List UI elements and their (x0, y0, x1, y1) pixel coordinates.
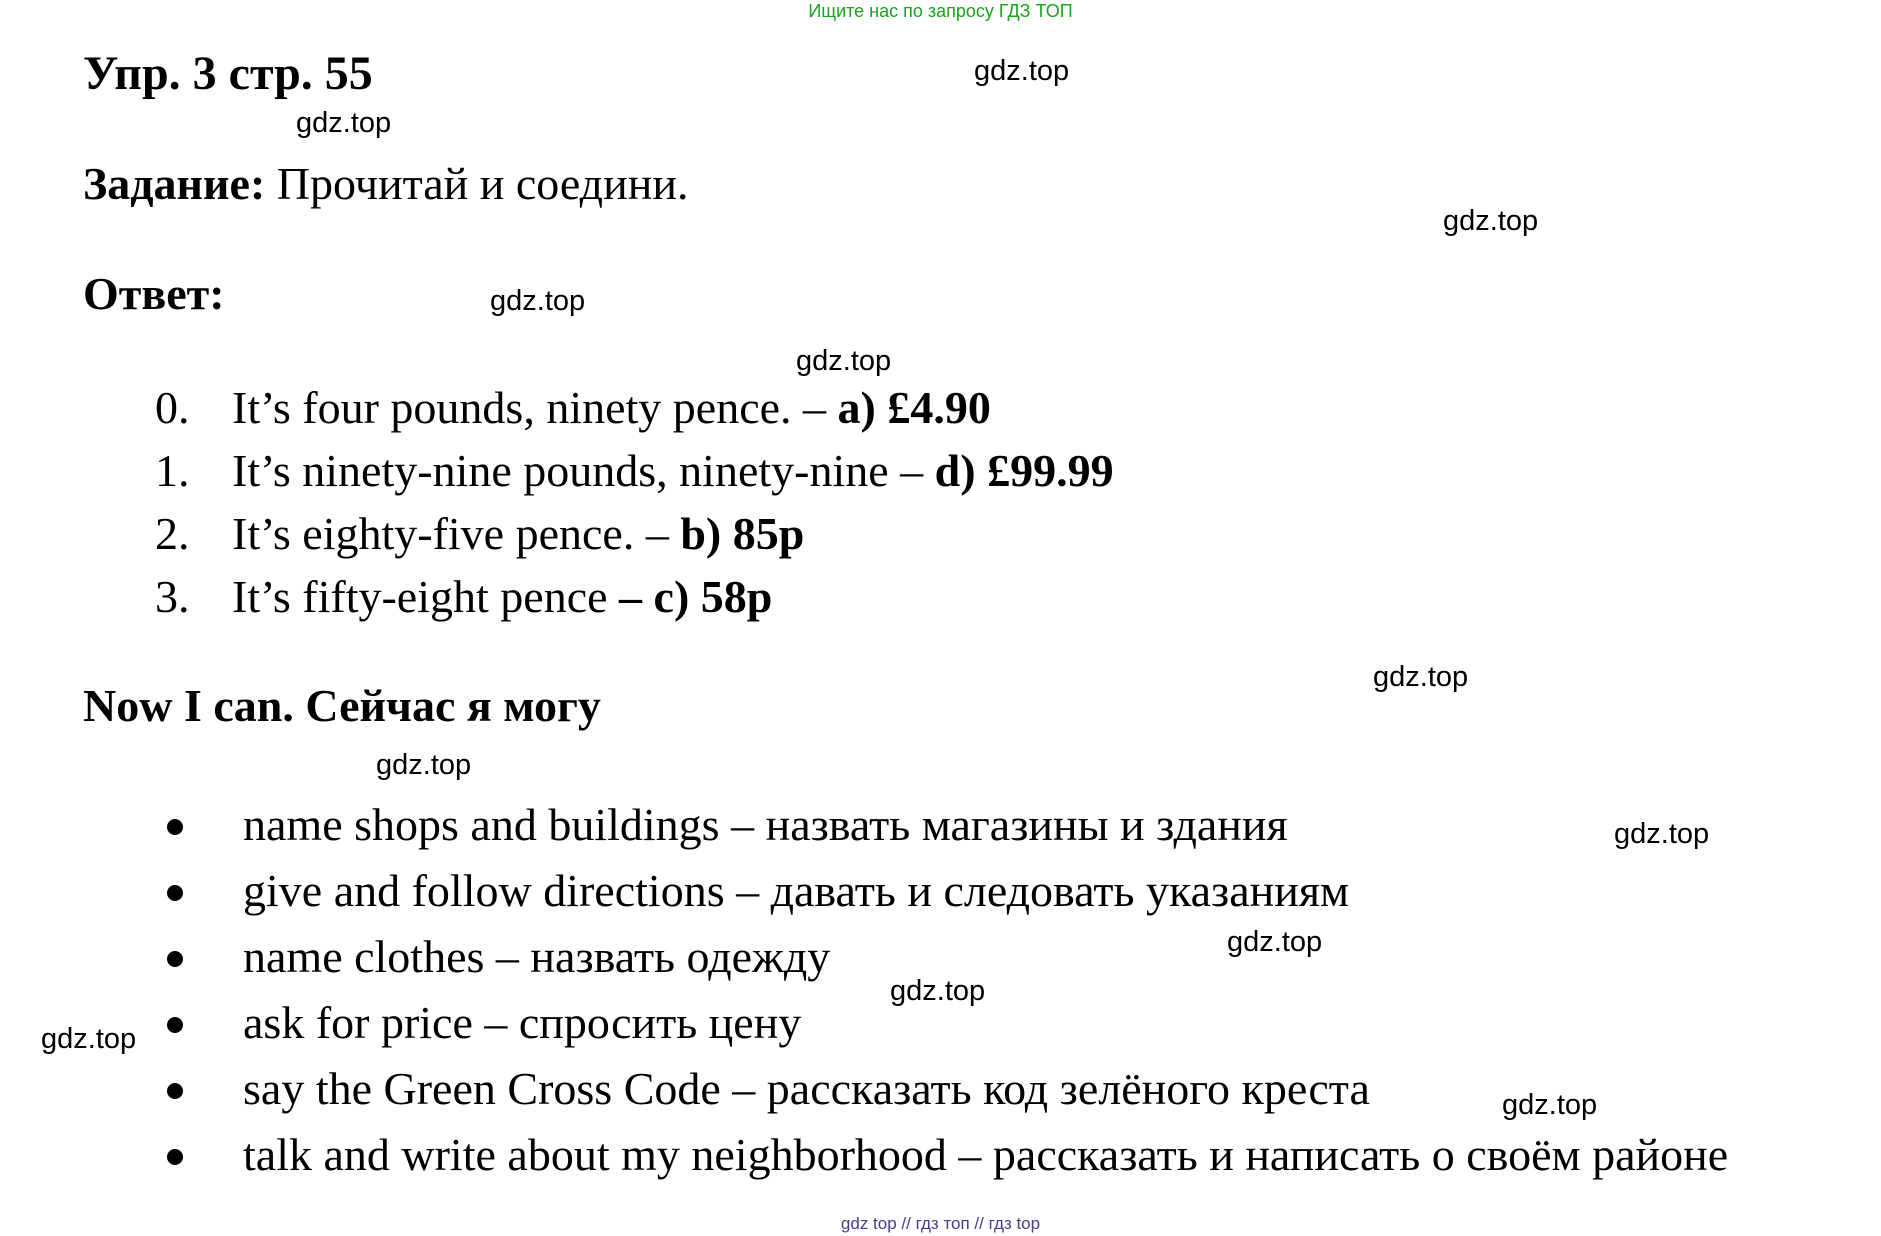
answer-match: d) £99.99 (934, 445, 1114, 496)
watermark: gdz.top (490, 285, 586, 317)
bullet-icon (167, 951, 183, 967)
answer-number: 3. (155, 571, 190, 622)
bullet-icon (167, 885, 183, 901)
bullet-icon (167, 1017, 183, 1033)
task-line (83, 156, 688, 212)
task-label: Задание: (83, 158, 266, 209)
answer-sentence: It’s fifty-eight pence (232, 571, 608, 622)
answer-match: – c) 58p (607, 571, 773, 622)
watermark: gdz.top (796, 345, 892, 377)
skill-text: give and follow directions – давать и следовать указаниям (243, 865, 1350, 916)
task-text: Прочитай и соедини. (265, 158, 689, 209)
footer-watermark: gdz top // гдз топ // гдз top (840, 1214, 1041, 1233)
answer-sentence: It’s eighty-five pence. – (232, 508, 681, 559)
skill-text: name clothes – назвать одежду (243, 931, 831, 982)
watermark: gdz.top (974, 55, 1070, 87)
answer-text (232, 380, 991, 436)
bullet-icon (167, 819, 183, 835)
watermark: gdz.top (41, 1023, 137, 1055)
skill-text: say the Green Cross Code – рассказать код зелёного креста (243, 1063, 1370, 1114)
bullet-icon (167, 1149, 183, 1165)
skill-text: name shops and buildings – назвать магазины и здания (243, 799, 1288, 850)
exercise-title: Упр. 3 стр. 55 (83, 47, 373, 100)
answer-text (232, 443, 1114, 499)
answer-match: a) £4.90 (837, 382, 991, 433)
watermark: gdz.top (1443, 205, 1539, 237)
watermark: gdz.top (296, 107, 392, 139)
watermark: gdz.top (376, 749, 472, 781)
watermark: gdz.top (1227, 926, 1323, 958)
now-i-can-heading: Now I can. Сейчас я могу (83, 680, 601, 731)
watermark: gdz.top (1373, 661, 1469, 693)
answer-match: b) 85p (680, 508, 805, 559)
watermark: gdz.top (1502, 1089, 1598, 1121)
answer-heading: Ответ: (83, 268, 225, 319)
watermark: gdz.top (890, 975, 986, 1007)
top-banner: Ищите нас по запросу ГДЗ ТОП (808, 1, 1073, 21)
skill-text: ask for price – спросить цену (243, 997, 802, 1048)
skill-text: talk and write about my neighborhood – рассказать и написать о своём районе (243, 1129, 1729, 1180)
answer-text (232, 506, 804, 562)
answer-number: 0. (155, 382, 190, 433)
answer-text (232, 569, 772, 625)
answer-sentence: It’s four pounds, ninety pence. – (232, 382, 838, 433)
answer-sentence: It’s ninety-nine pounds, ninety-nine – (232, 445, 935, 496)
watermark: gdz.top (1614, 818, 1710, 850)
answer-number: 1. (155, 445, 190, 496)
answer-number: 2. (155, 508, 190, 559)
bullet-icon (167, 1083, 183, 1099)
